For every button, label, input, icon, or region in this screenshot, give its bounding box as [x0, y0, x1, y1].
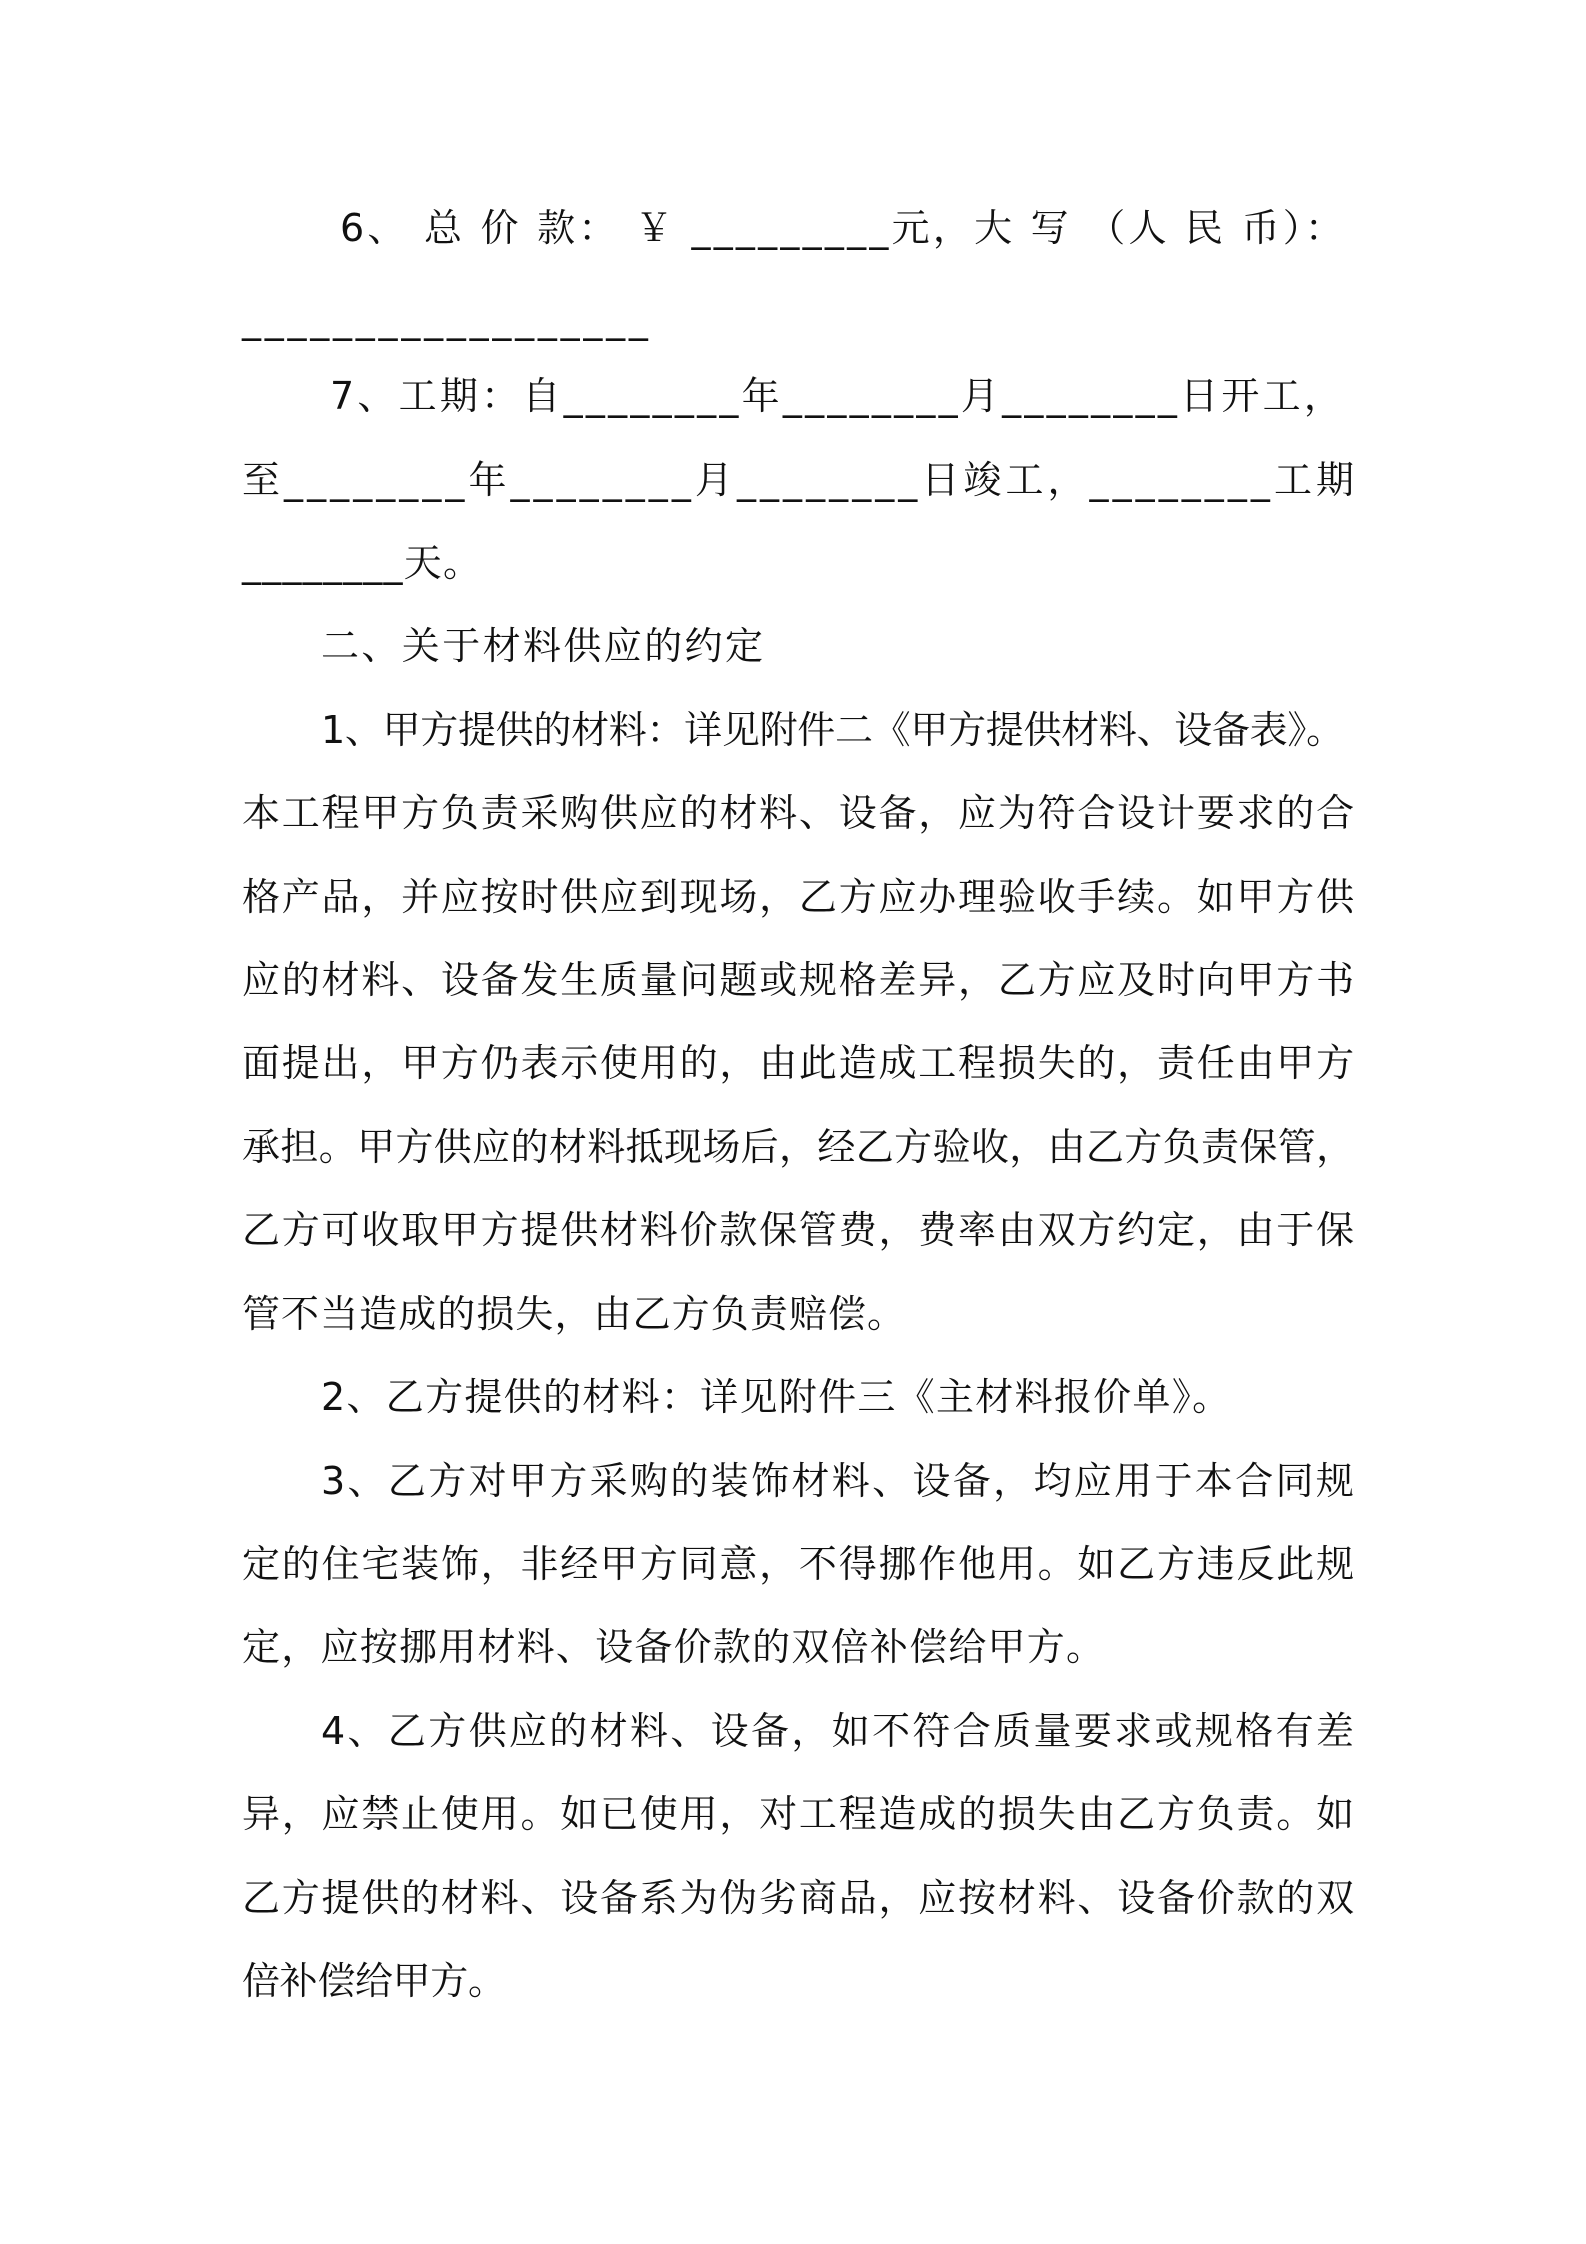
clause-1-line-2: 本工程甲方负责采购供应的材料、设备，应为符合设计要求的合 — [242, 791, 1356, 835]
construction-period-line: 7、工期：自________年________月________日开工， — [330, 374, 1346, 418]
clause-1-line-8: 管不当造成的损失，由乙方负责赔偿。 — [242, 1292, 907, 1336]
clause-1-line-1: 1、甲方提供的材料：详见附件二《甲方提供材料、设备表》。 — [321, 708, 1344, 752]
clause-1-line-4: 应的材料、设备发生质量问题或规格差异，乙方应及时向甲方书 — [242, 958, 1356, 1002]
construction-period-line-2: 至________年________月________日竣工，________工期 — [242, 458, 1359, 502]
clause-4-line-2: 异，应禁止使用。如已使用，对工程造成的损失由乙方负责。如 — [242, 1792, 1356, 1836]
section-heading: 二、关于材料供应的约定 — [321, 624, 766, 668]
clause-2-line: 2、乙方提供的材料：详见附件三《主材料报价单》。 — [321, 1375, 1232, 1419]
clause-4-line-4: 倍补偿给甲方。 — [242, 1959, 506, 2003]
clause-1-line-6: 承担。甲方供应的材料抵现场后，经乙方验收，由乙方负责保管， — [242, 1125, 1355, 1169]
clause-1-line-7: 乙方可收取甲方提供材料价款保管费，费率由双方约定，由于保 — [242, 1208, 1356, 1252]
clause-4-line-3: 乙方提供的材料、设备系为伪劣商品，应按材料、设备价款的双 — [242, 1876, 1356, 1920]
clause-3-line-3: 定，应按挪用材料、设备价款的双倍补偿给甲方。 — [242, 1625, 1106, 1669]
clause-1-line-3: 格产品，并应按时供应到现场，乙方应办理验收手续。如甲方供 — [242, 875, 1356, 919]
clause-4-line-1: 4、乙方供应的材料、设备，如不符合质量要求或规格有差 — [321, 1709, 1357, 1753]
total-price-blank-line: __________________ — [242, 297, 652, 341]
clause-1-line-5: 面提出，甲方仍表示使用的，由此造成工程损失的，责任由甲方 — [242, 1041, 1356, 1085]
clause-3-line-1: 3、乙方对甲方采购的装饰材料、设备，均应用于本合同规 — [321, 1459, 1357, 1503]
total-price-line: 6、 总 价 款： ￥ _________元，大 写 （人 民 币）： — [340, 206, 1347, 250]
clause-3-line-2: 定的住宅装饰，非经甲方同意，不得挪作他用。如乙方违反此规 — [242, 1542, 1356, 1586]
construction-period-line-3: ________天。 — [242, 541, 483, 585]
